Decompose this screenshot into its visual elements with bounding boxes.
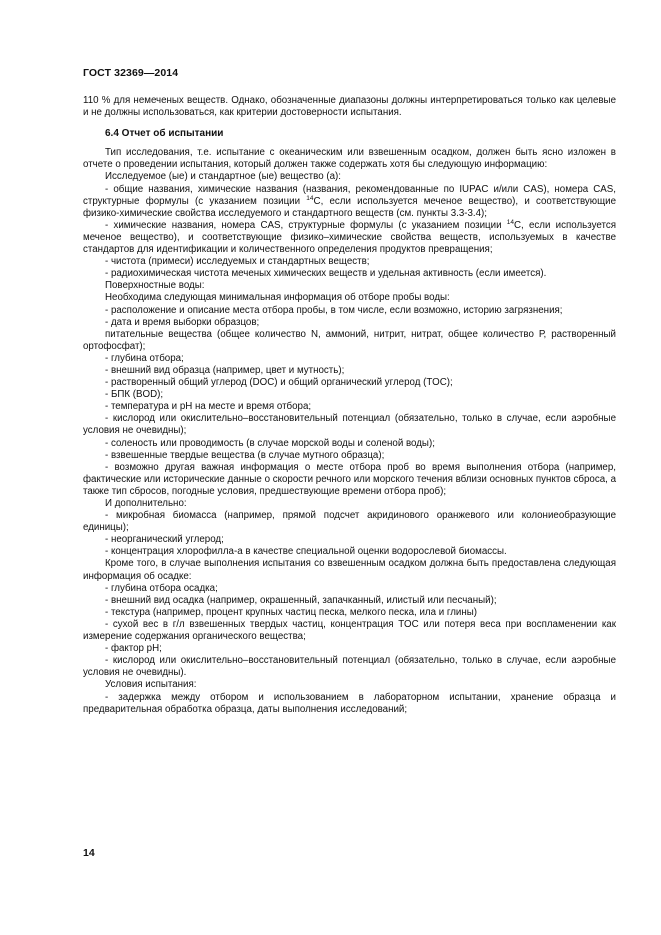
paragraph: Условия испытания: bbox=[105, 679, 197, 691]
paragraph: - внешний вид осадка (например, окрашенный, запачканный, илистый или песчаный); bbox=[105, 594, 497, 606]
text-fragment: С, если используется меченое вещество), и соответствующие физико–химические свойства веществ, используемых в качестве стандартов для идентификации и количественного определения продуктов превращения; bbox=[83, 219, 616, 256]
paragraph-with-superscript bbox=[83, 184, 616, 220]
paragraph: Поверхностные воды: bbox=[105, 280, 205, 292]
paragraph: - дата и время выборки образцов; bbox=[105, 316, 260, 328]
paragraph: - чистота (примеси) исследуемых и стандартных веществ; bbox=[105, 256, 370, 268]
paragraph: - задержка между отбором и использованием в лабораторном испытании, хранение образца и предварительная обработка образца, даты выполнения исследований; bbox=[83, 691, 616, 715]
paragraph: - радиохимическая чистота меченых химических веществ и удельная активность (если имеется). bbox=[105, 268, 547, 280]
paragraph: - концентрация хлорофилла-а в качестве специальной оценки водорослевой биомассы. bbox=[105, 546, 507, 558]
paragraph: - соленость или проводимость (в случае морской воды и соленой воды); bbox=[105, 437, 435, 449]
paragraph: - внешний вид образца (например, цвет и мутность); bbox=[105, 364, 345, 376]
paragraph: питательные вещества (общее количество N, аммоний, нитрит, нитрат, общее количество Р, растворенный ортофосфат); bbox=[83, 328, 616, 352]
text-fragment: С, если используется меченое вещество), и соответствующие физико-химические свойства исследуемого и стандартного веществ (см. пункты 3.3-3.4); bbox=[83, 195, 616, 219]
page-body bbox=[83, 95, 616, 716]
paragraph: - микробная биомасса (например, прямой подсчет акридинового оранжевого или колониеобразующие единицы); bbox=[83, 510, 616, 534]
paragraph: - глубина отбора осадка; bbox=[105, 582, 218, 594]
paragraph: - текстура (например, процент крупных частиц песка, мелкого песка, ила и глины) bbox=[105, 606, 478, 618]
paragraph: - фактор pH; bbox=[105, 643, 162, 655]
paragraph: - расположение и описание места отбора пробы, в том числе, если возможно, историю загрязнения; bbox=[105, 304, 563, 316]
paragraph: Исследуемое (ые) и стандартное (ые) вещество (а): bbox=[105, 171, 341, 183]
paragraph: Необходима следующая минимальная информация об отборе пробы воды: bbox=[105, 292, 450, 304]
paragraph: - возможно другая важная информация о месте отбора проб во время выполнения отбора (например, фактические или исторические данные о скорости речного или морского течения вблизи основных пунктов сброса, а также тип сбросов, погодные условия, предшествующие времени отбора проб); bbox=[83, 461, 616, 497]
paragraph: - неорганический углерод; bbox=[105, 534, 224, 546]
paragraph: - растворенный общий углерод (DOC) и общий органический углерод (TOC); bbox=[105, 377, 453, 389]
paragraph: - глубина отбора; bbox=[105, 352, 184, 364]
paragraph: - температура и pH на месте и время отбора; bbox=[105, 401, 312, 413]
paragraph: Кроме того, в случае выполнения испытания со взвешенным осадком должна быть предоставлена следующая информация об осадке: bbox=[83, 558, 616, 582]
paragraph: - взвешенные твердые вещества (в случае мутного образца); bbox=[105, 449, 385, 461]
paragraph: - кислород или окислительно–восстановительный потенциал (обязательно, только в случае, если аэробные условия не очевидны); bbox=[83, 413, 616, 437]
paragraph: - сухой вес в г/л взвешенных твердых частиц, концентрация TOC или потеря веса при воспламенении как измерение содержания органического вещества; bbox=[83, 618, 616, 643]
standard-header: ГОСТ 32369—2014 bbox=[83, 67, 179, 79]
page-number: 14 bbox=[83, 847, 95, 859]
paragraph: - БПК (BOD); bbox=[105, 389, 164, 401]
text-fragment: - химические названия, номера CAS, структурные формулы (с указанием позиции bbox=[105, 219, 507, 231]
section-title: 6.4 Отчет об испытании bbox=[105, 128, 224, 140]
superscript: 14 bbox=[306, 194, 314, 202]
paragraph: - кислород или окислительно–восстановительный потенциал (обязательно, только в случае, если аэробные условия не очевидны). bbox=[83, 655, 616, 679]
intro-paragraph: 110 % для немеченых веществ. Однако, обозначенные диапазоны должны интерпретироваться только как целевые и не должны использоваться, как критерии достоверности испытания. bbox=[83, 95, 616, 119]
text-fragment: - общие названия, химические названия (названия, рекомендованные по IUPAC и/или CAS), номера CAS, структурные формулы (с указанием позиции bbox=[83, 183, 616, 207]
paragraph-with-superscript bbox=[83, 220, 616, 256]
paragraph: Тип исследования, т.е. испытание с океаническим или взвешенным осадком, должен быть ясно изложен в отчете о проведении испытания, который должен также содержать хотя бы следующую информацию: bbox=[83, 147, 616, 171]
paragraph: И дополнительно: bbox=[105, 498, 187, 509]
superscript: 14 bbox=[506, 218, 515, 226]
